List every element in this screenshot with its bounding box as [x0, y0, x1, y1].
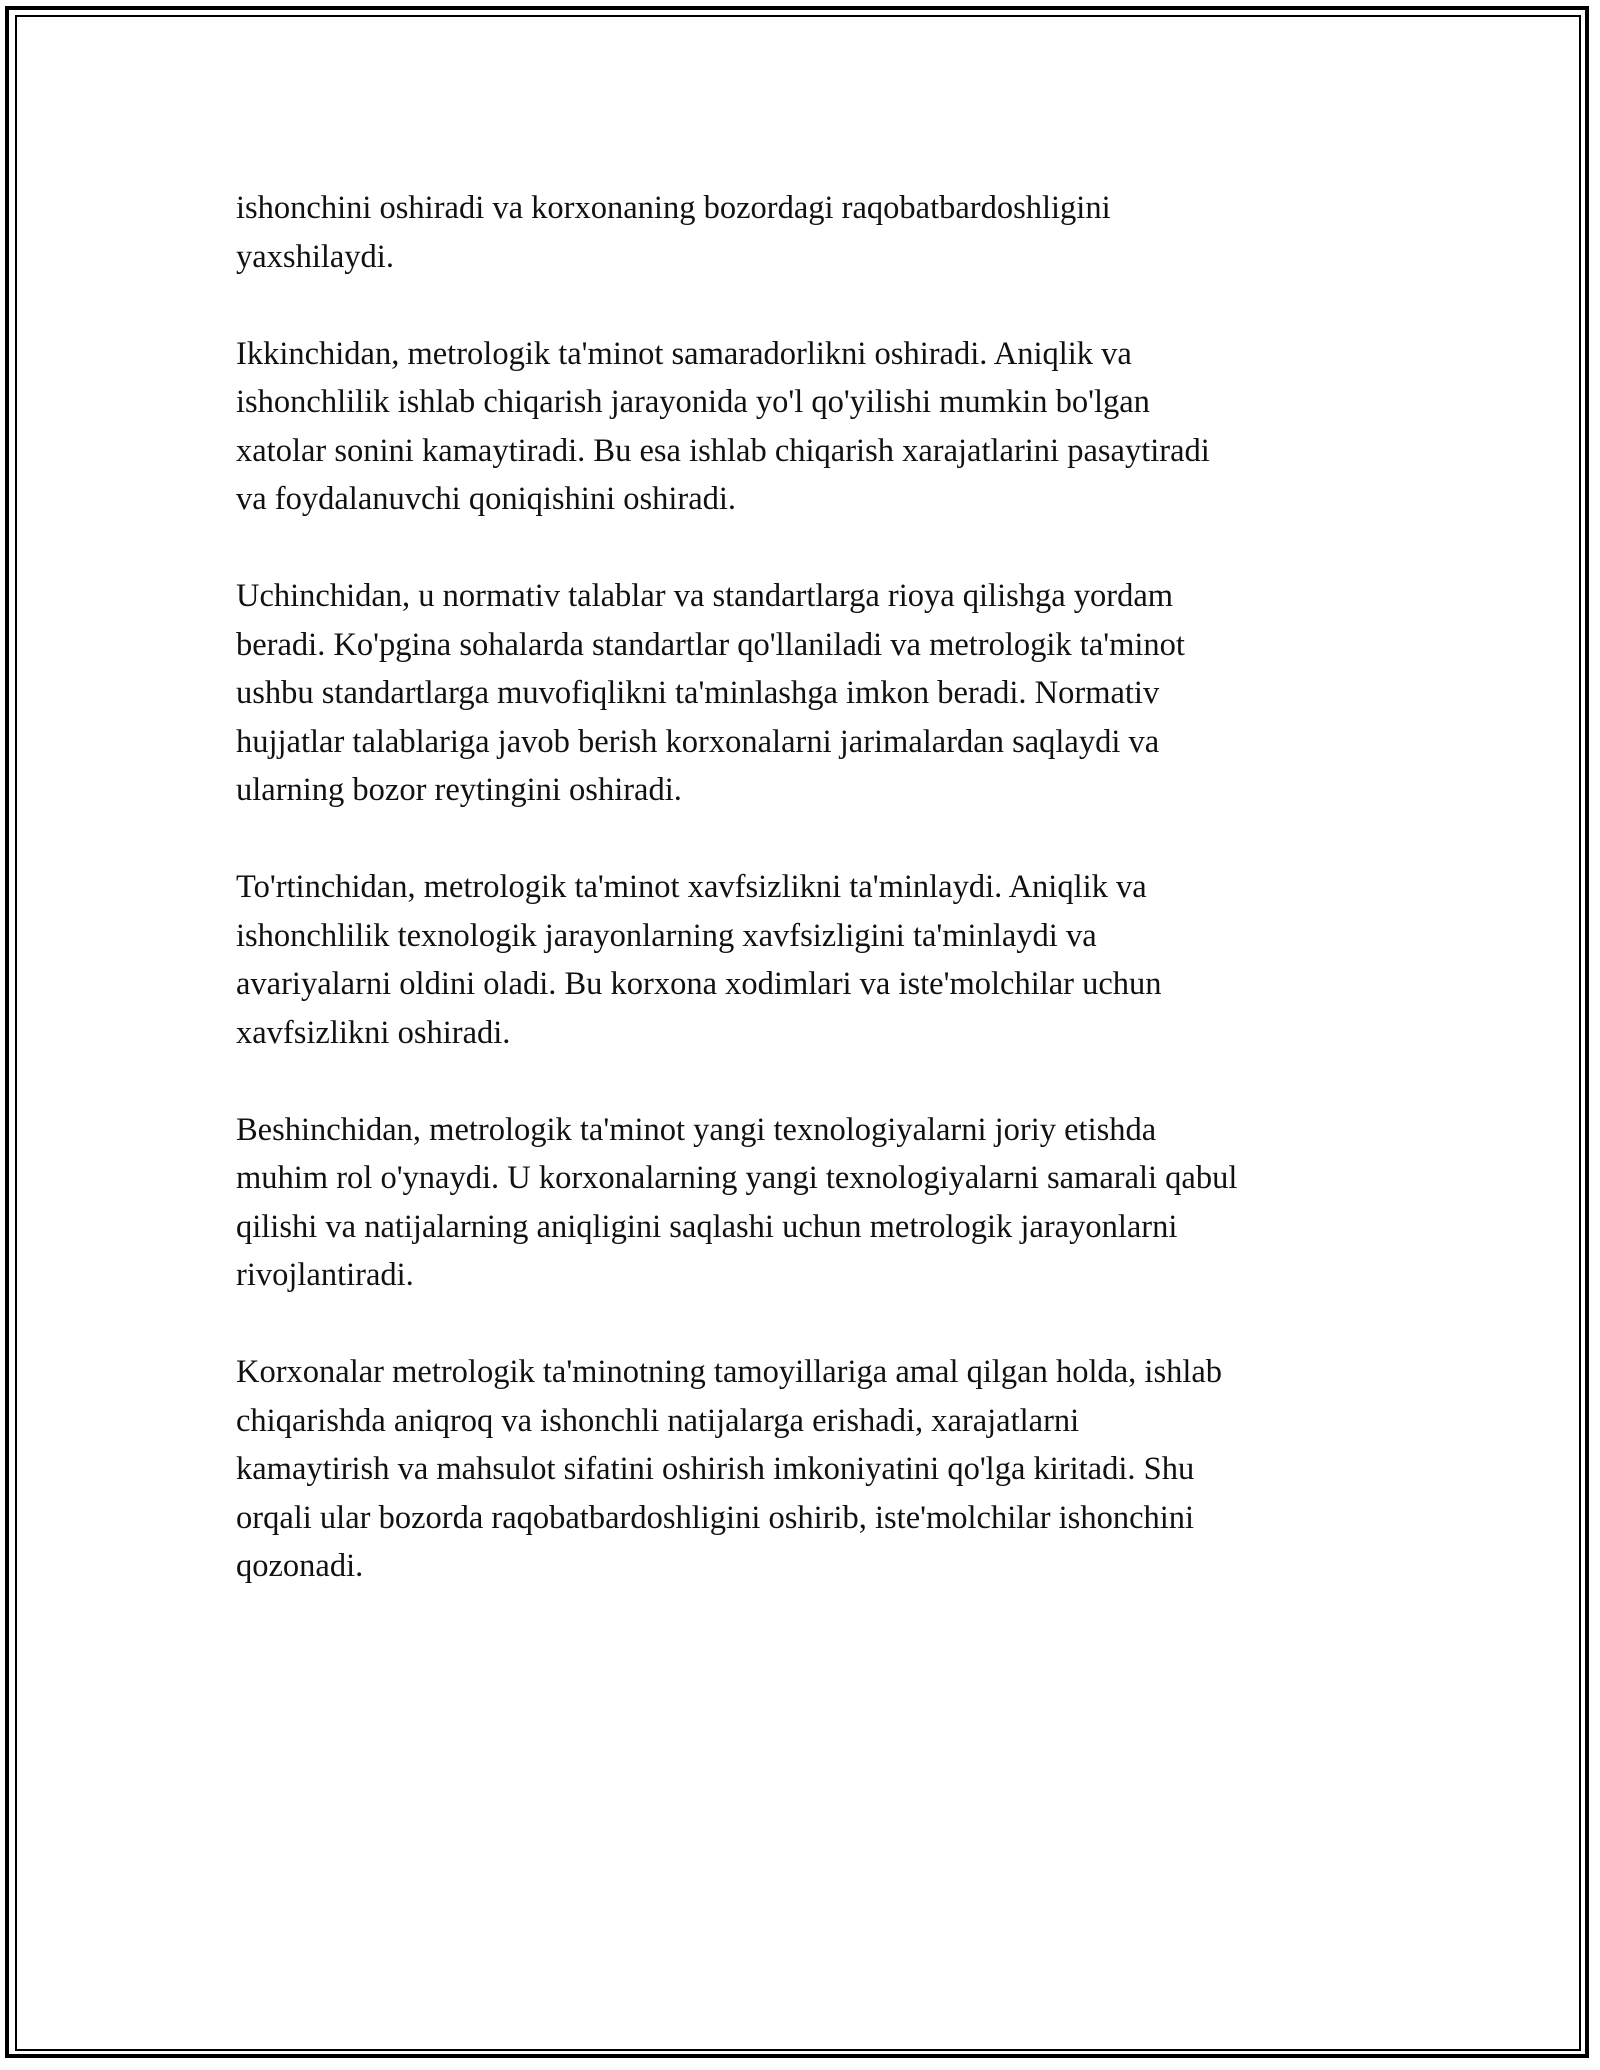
- text-line: To'rtinchidan, metrologik ta'minot xavfsizlikni ta'minlaydi. Aniqlik va: [236, 869, 1147, 905]
- text-line: chiqarishda aniqroq va ishonchli natijalarga erishadi, xarajatlarni: [236, 1402, 1080, 1439]
- text-line: xatolar sonini kamaytiradi. Bu esa ishlab chiqarish xarajatlarini pasaytiradi: [236, 432, 1210, 469]
- paragraph-3: [236, 572, 1396, 815]
- text-line: va foydalanuvchi qoniqishini oshiradi.: [236, 481, 737, 517]
- text-line: xavfsizlikni oshiradi.: [236, 1014, 511, 1051]
- text-line: Uchinchidan, u normativ talablar va standartlarga rioya qilishga yordam: [236, 578, 1174, 614]
- paragraph-4: [236, 863, 1396, 1057]
- text-line: qilishi va natijalarning aniqligini saqlashi uchun metrologik jarayonlarni: [236, 1208, 1178, 1245]
- text-line: ushbu standartlarga muvofiqlikni ta'minlashga imkon beradi. Normativ: [236, 675, 1160, 711]
- text-line: avariyalarni oldini oladi. Bu korxona xodimlari va iste'molchilar uchun: [236, 966, 1162, 1002]
- text-line: kamaytirish va mahsulot sifatini oshirish imkoniyatini qo'lga kiritadi. Shu: [236, 1451, 1195, 1487]
- text-line: hujjatlar talablariga javob berish korxonalarni jarimalardan saqlaydi va: [236, 723, 1160, 760]
- text-line: Korxonalar metrologik ta'minotning tamoyillariga amal qilgan holda, ishlab: [236, 1354, 1223, 1390]
- text-line: orqali ular bozorda raqobatbardoshligini oshirib, iste'molchilar ishonchini: [236, 1499, 1195, 1536]
- paragraph-6: [236, 1348, 1396, 1591]
- text-line: muhim rol o'ynaydi. U korxonalarning yangi texnologiyalarni samarali qabul: [236, 1160, 1238, 1196]
- text-line: ularning bozor reytingini oshiradi.: [236, 772, 682, 808]
- text-line: rivojlantiradi.: [236, 1257, 414, 1293]
- paragraph-2: [236, 330, 1396, 524]
- text-line: ishonchini oshiradi va korxonaning bozordagi raqobatbardoshligini: [236, 190, 1111, 226]
- text-line: beradi. Ko'pgina sohalarda standartlar qo'llaniladi va metrologik ta'minot: [236, 626, 1185, 663]
- paragraph-5: [236, 1106, 1396, 1300]
- paragraph-1: [236, 184, 1396, 281]
- text-line: ishonchlilik ishlab chiqarish jarayonida yo'l qo'yilishi mumkin bo'lgan: [236, 384, 1150, 420]
- text-line: ishonchlilik texnologik jarayonlarning xavfsizligini ta'minlaydi va: [236, 917, 1097, 954]
- text-line: yaxshilaydi.: [236, 238, 394, 275]
- text-line: Ikkinchidan, metrologik ta'minot samaradorlikni oshiradi. Aniqlik va: [236, 335, 1132, 372]
- document-body: [236, 184, 1396, 1639]
- text-line: Beshinchidan, metrologik ta'minot yangi texnologiyalarni joriy etishda: [236, 1111, 1157, 1148]
- text-line: qozonadi.: [236, 1548, 364, 1584]
